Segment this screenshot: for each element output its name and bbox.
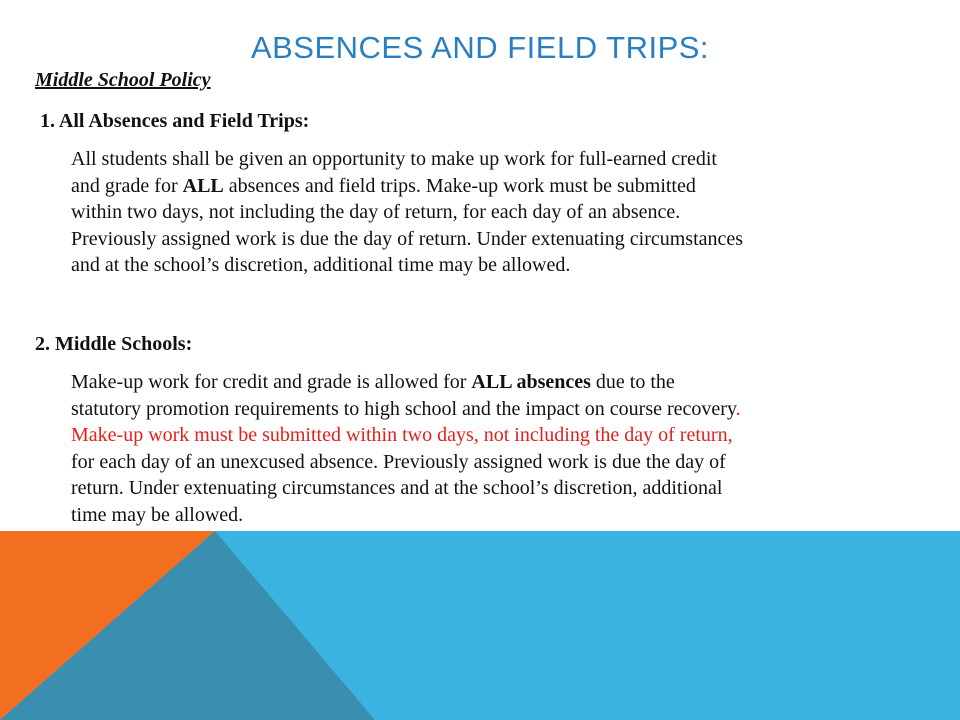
section-2-paragraph: [71, 369, 931, 528]
section-1-heading: 1. All Absences and Field Trips:: [40, 110, 310, 132]
text-line: Previously assigned work is due the day of return. Under extenuating circumstances: [71, 227, 744, 250]
emphasis-all: ALL: [182, 174, 224, 197]
text-line: return. Under extenuating circumstances and at the school’s discretion, additional: [71, 477, 723, 499]
emphasis-all-absences: ALL absences: [471, 371, 591, 393]
text-line: within two days, not including the day of return, for each day of an absence.: [71, 201, 681, 223]
slide-subtitle: Middle School Policy: [35, 69, 211, 91]
text-line: statutory promotion requirements to high school and the impact on course recovery.: [71, 397, 741, 420]
text-line: All students shall be given an opportunity to make up work for full-earned credit: [71, 148, 717, 170]
text-line: for each day of an unexcused absence. Previously assigned work is due the day of: [71, 450, 726, 473]
section-1-paragraph: [71, 146, 931, 279]
text-line: and at the school’s discretion, additional time may be allowed.: [71, 254, 571, 276]
text-line: and grade for ALL absences and field trips. Make-up work must be submitted: [71, 174, 696, 197]
slide-title: ABSENCES AND FIELD TRIPS:: [250, 30, 710, 65]
highlighted-line: Make-up work must be submitted within two days, not including the day of return,: [71, 424, 733, 446]
section-2-heading: 2. Middle Schools:: [35, 333, 193, 355]
text-line: time may be allowed.: [71, 503, 244, 526]
text-line: Make-up work for credit and grade is allowed for ALL absences due to the: [71, 371, 675, 393]
